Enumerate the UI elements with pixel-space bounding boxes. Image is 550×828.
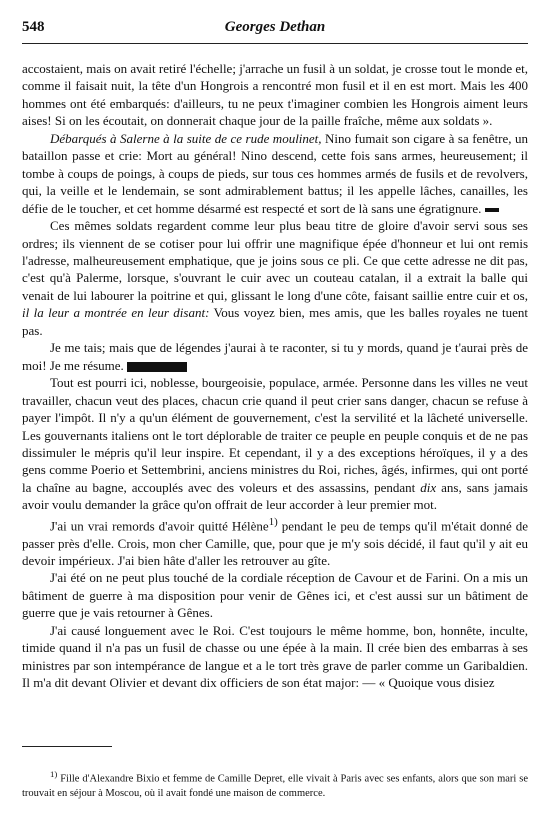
page-number: 548 <box>22 19 45 35</box>
paragraph-4 <box>22 339 528 374</box>
paragraph-8 <box>22 622 528 692</box>
paragraph-6-text-b: pendant le peu de temps qu'il m'était donné de passer près d'elle. Crois, mon cher Camille, que, pour que je m'y sois décidé, il faut qu'il y ait eu devoir impérieux. J'ai bien hâte d'aller les retrouver au gîte. <box>22 518 529 569</box>
footnote-separator <box>22 746 112 747</box>
paragraph-7-text: J'ai été on ne peut plus touché de la cordiale réception de Cavour et de Farini. On a mis un bâtiment de guerre à ma disposition pour venir de Gênes ici, et c'est aussi sur un bâtiment de guerre que je vais retourner à Gênes. <box>22 570 528 621</box>
paragraph-2-italic: Débarqués à Salerne à la suite de ce rude moulinet, <box>50 130 322 146</box>
footnote-reference: 1) <box>268 515 278 528</box>
paragraph-5 <box>22 374 528 514</box>
footnote-text: Fille d'Alexandre Bixio et femme de Camille Depret, elle vivait à Paris avec ses enfants, alors que son mari se trouvait en séjour à Moscou, où il avait fondé une maison de commerce. <box>22 773 528 799</box>
paragraph-3-text-b: Vous voyez bien, mes amis, que les balles royales ne tuent pas. <box>22 305 528 338</box>
paragraph-8-text: J'ai causé longuement avec le Roi. C'est toujours le même homme, bon, honnête, inculte, timide quand il n'a pas un fusil de chasse ou une épée à la main. Il crée bien des embarras à ses ministres par son intempérance de langue et a le tort très grave de parler comme un Garibaldien. Il m'a dit devant Olivier et devant dix officiers de son état major: — « Quoique vous disiez <box>22 622 528 691</box>
redaction-mark <box>127 362 187 372</box>
running-title: Georges Dethan <box>224 19 326 35</box>
paragraph-1-text: accostaient, mais on avait retiré l'échelle; j'arrache un fusil à un soldat, je crosse tout le monde et, comme il faisait nuit, la tête d'un Hongrois a rencontré mon fusil et il en est mort. Mais les 400 hommes ont été embarqués: d'ailleurs, tu ne peux t'imaginer combien les Hongrois aiment leurs aises! Si on les écoutait, on donnerait chaque jour de la paille fraîche, même aux soldats ». <box>22 61 528 129</box>
paragraph-2-text: Nino fumait son cigare à sa fenêtre, un bataillon passe et crie: Mort au général! Nino descend, cette fois sans armes, heureusement; il tombe à coups de poings, à coups de pieds, sur tous ces hommes armés de fusils et de revolvers, qui, la veille et le lendemain, se sont admirablement battus; il les appelle lâches, canailles, les défie de le toucher, et cet homme désarmé est respecté et sort de là sans une égratignure. <box>22 130 528 216</box>
paragraph-1 <box>22 60 528 130</box>
paragraph-5-text-b: ans, sans jamais avoir voulu demander la grâce qu'on offrait de leur accorder à leur premier mot. <box>22 479 528 513</box>
paragraph-3-italic: il la leur a montrée en leur disant: <box>22 305 210 321</box>
paragraph-5-italic: dix <box>420 479 437 495</box>
page-header <box>22 17 528 44</box>
paragraph-5-text-a: Tout est pourri ici, noblesse, bourgeoisie, populace, armée. Personne dans les villes ne veut travailler, chacun veut des places, chacun crie quand il peut crier sans danger, chacun se refuse à payer l'impôt. Il n'y a qu'un élément de gouvernement, c'est la servilité et la lâcheté universelle. Les gouvernants italiens ont le tort déplorable de traiter ce peuple en peuple conquis et de ne pas dissimuler le mépris qu'il leur inspire. Et cependant, il y a des exceptions héroïques, il y a des gens comme Poerio et Settembrini, anciens ministres du Roi, riches, âgés, infirmes, qui ont porté la chaîne au bagne, accouplés avec des voleurs et des assassins, pendant <box>22 375 528 495</box>
paragraph-4-text: Je me tais; mais que de légendes j'aurai à te raconter, si tu y mords, quand je t'aurai près de moi! Je me résume. <box>22 340 528 373</box>
paragraph-7 <box>22 569 528 621</box>
paragraph-2 <box>22 130 528 217</box>
page-body <box>22 60 528 692</box>
paragraph-3-text-a: Ces mêmes soldats regardent comme leur plus beau titre de gloire d'avoir servi sous ses ordres; ils viennent de se cotiser pour lui offrir une magnifique épée d'honneur et lui ont remis l'adresse, malheureusement emphatique, que je joins sous ce pli. Ce que cette adresse ne dit pas, c'est qu'à Palerme, lorsque, s'ouvrant le cuir avec un couteau catalan, il a extrait la balle qui venait de lui labourer la poitrine et qui, glissant le long d'une côte, faisant saillie entre cuir et os, <box>22 218 528 303</box>
paragraph-6-text-a: J'ai un vrai remords d'avoir quitté Hélène <box>50 518 269 534</box>
footnote-marker: 1) <box>50 769 58 779</box>
redaction-mark <box>485 208 499 212</box>
paragraph-6 <box>22 514 528 570</box>
footnote <box>22 767 528 801</box>
paragraph-3 <box>22 217 528 339</box>
